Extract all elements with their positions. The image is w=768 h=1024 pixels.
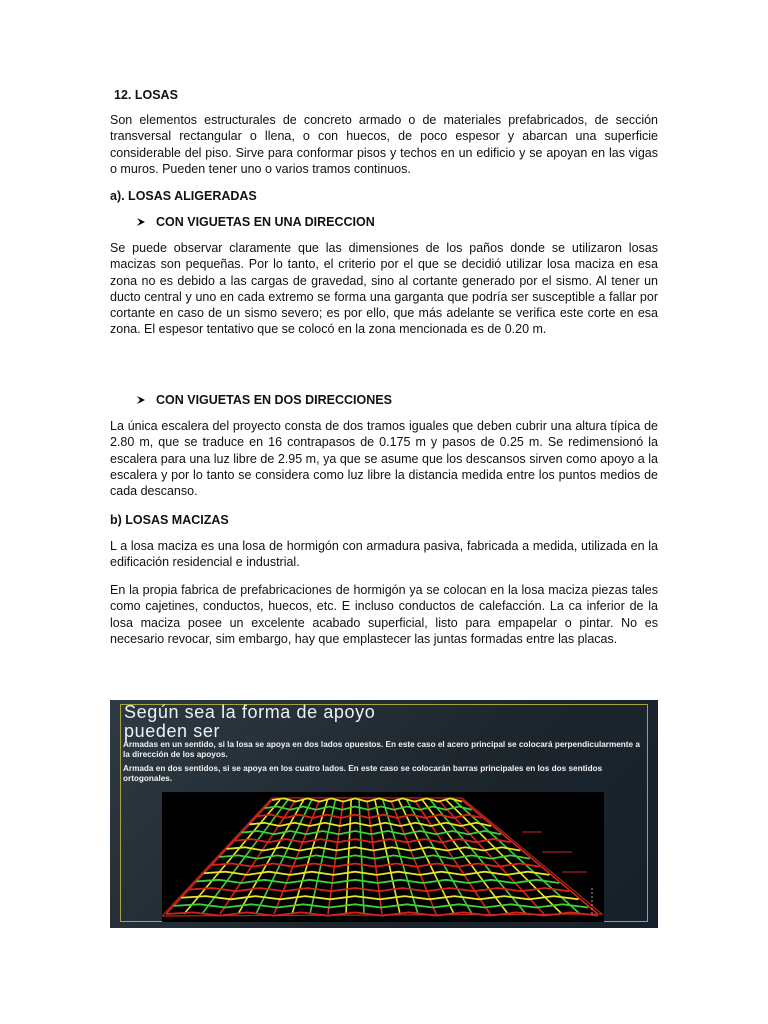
subsection-b-title: b) LOSAS MACIZAS — [110, 513, 229, 527]
arrowhead-right-icon — [136, 395, 146, 405]
intro-paragraph — [110, 112, 658, 177]
rebar-grid-drawing — [162, 792, 604, 922]
paragraph-losa-maciza — [110, 538, 658, 571]
paragraph-two-directions-text: La única escalera del proyecto consta de dos tramos iguales que deben cubrir una altura típica de 2.80 m, que se traduce en 16 contrapasos de 0.175 m y pasos de 0.25 m. Se redimensionó la escalera para una luz libre de 2.95 m, ya que se asume que los descansos sirven como apoyo a la escalera y por lo tanto se considera como luz libre la distancia medida entre los puntos medios de cada descanso. — [110, 419, 658, 499]
paragraph-losa-maciza-text: L a losa maciza es una losa de hormigón con armadura pasiva, fabricada a medida, utilizada en la edificación residencial e industrial. — [110, 539, 658, 570]
intro-text: Son elementos estructurales de concreto armado o de materiales prefabricados, de sección transversal rectangular o llena, o con huecos, de poco espesor y abarcan una superficie considerable del piso. Sirve para conformar pisos y techos en un edificio y se apoyan en las vigas o muros. Pueden tener uno o varios tramos continuos. — [110, 113, 658, 176]
bullet-two-directions — [136, 392, 392, 408]
rebar-grid-illustration — [162, 792, 604, 922]
paragraph-prefabricados — [110, 582, 658, 647]
figure-text-two-way: Armada en dos sentidos, si se apoya en los cuatro lados. En este caso se colocarán barras principales en los dos sentidos ortogonales. — [123, 764, 603, 783]
subsection-a-title: a). LOSAS ALIGERADAS — [110, 189, 257, 203]
paragraph-prefabricados-text: En la propia fabrica de prefabricaciones de hormigón ya se colocan en la losa maciza piezas tales como cajetines, conductos, huecos, etc. E incluso conductos de calefacción. La ca inferior de la losa maciza posee un excelente acabado superficial, listo para empapelar o pintar. No es necesario revocar, sim embargo, hay que emplastecer las juntas formadas entre las placas. — [110, 583, 658, 646]
arrowhead-right-icon — [136, 217, 146, 227]
paragraph-two-directions — [110, 418, 658, 499]
paragraph-one-direction-text: Se puede observar claramente que las dimensiones de los paños donde se utilizaron losas macizas son pequeñas. Por lo tanto, el criterio por el que se decidió utilizar losa maciza en esa zona no es debido a las cargas de gravedad, sino al cortante generado por el sismo. Al tener un ducto central y uno en cada extremo se forma una garganta que podría ser susceptible a fallar por cortante en caso de un sismo severo; es por ello, que más adelante se verifica este corte en esa zona. El espesor tentativo que se colocó en la zona mencionada es de 0.20 m. — [110, 241, 658, 337]
paragraph-one-direction — [110, 240, 658, 338]
bullet-one-direction — [136, 214, 375, 230]
section-title: 12. LOSAS — [114, 88, 178, 102]
slab-reinforcement-figure — [110, 700, 658, 928]
figure-title — [124, 703, 644, 741]
bullet-one-direction-label: CON VIGUETAS EN UNA DIRECCION — [156, 215, 375, 229]
figure-title-line-2: pueden ser — [124, 721, 221, 741]
figure-title-line-1: Según sea la forma de apoyo — [124, 702, 376, 722]
bullet-two-directions-label: CON VIGUETAS EN DOS DIRECCIONES — [156, 393, 392, 407]
figure-text-one-way: Armadas en un sentido, si la losa se apoya en dos lados opuestos. En este caso el acero principal se colocará perpendicularmente a la dirección de los apoyos. — [123, 740, 640, 759]
